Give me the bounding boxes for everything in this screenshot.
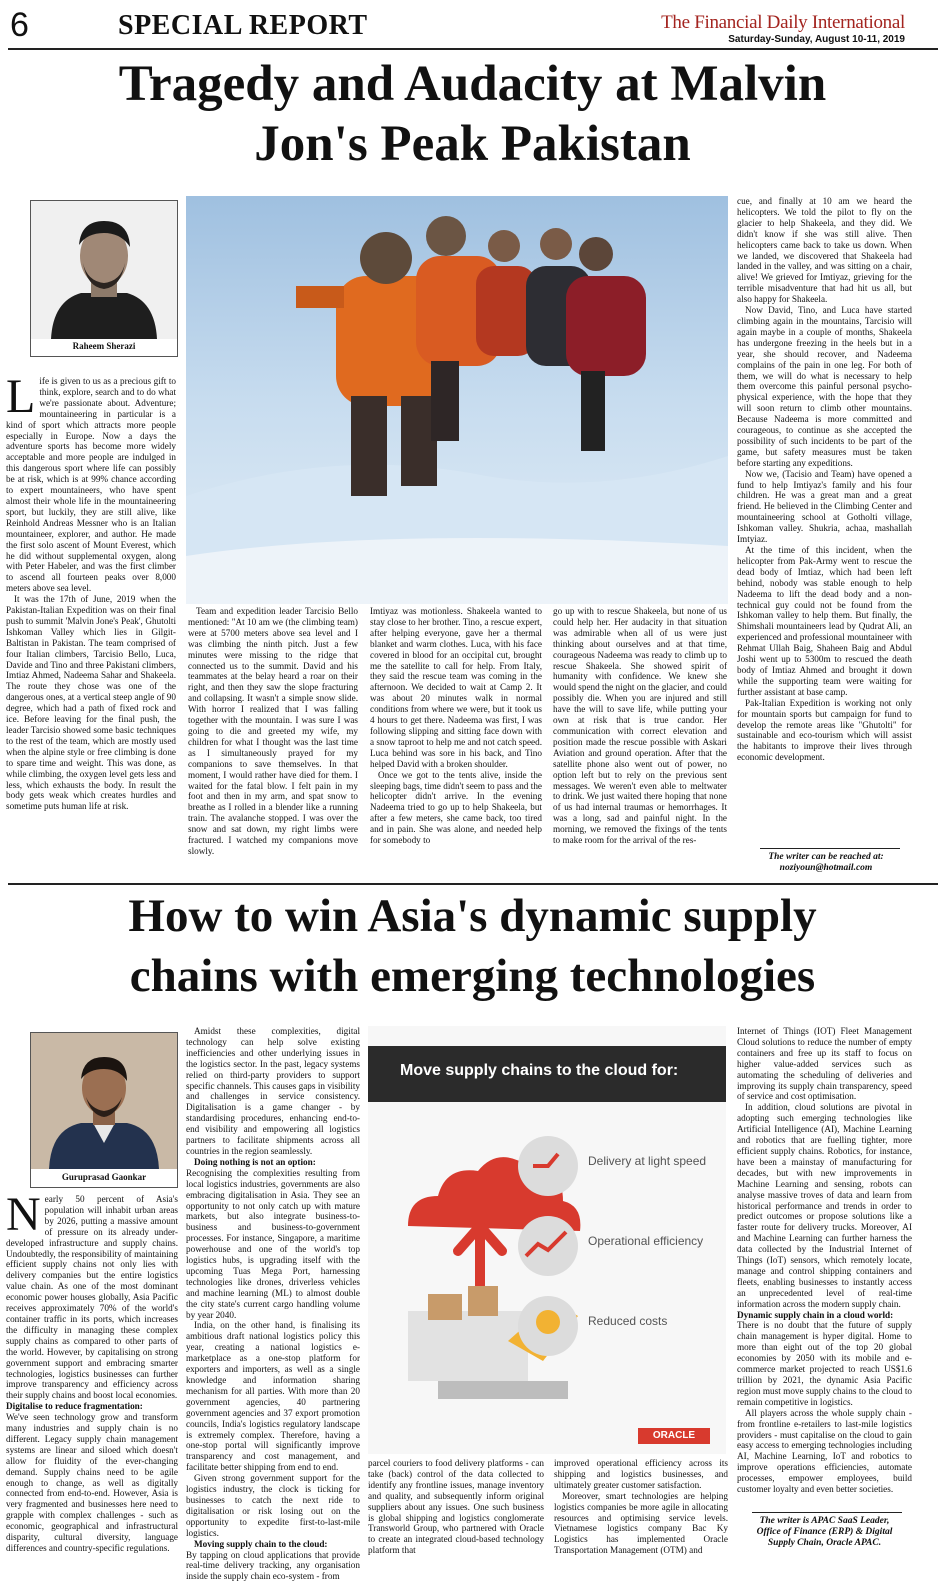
page-number: 6 xyxy=(10,6,29,45)
article1-col3-para-1: Imtiyaz was motionless. Shakeela wanted to stay close to her brother. Tino, a rescue expert, after helping everyone, gave her a thermal blanket and warm clothes. Luca, with his face covered in blood for an occipital cut, brought me the satellite to call for help. From Italy, they said the rescue team was coming in the afternoon. We decided to wait at Camp 2. It was about 20 minutes walk in normal conditions from where we were, but it took us 4 hours to get there. Nadeema was first, I was following slipping and sitting face down with a snow taproot to help me and not catch speed. Luca behind was sore in his back, and Tino helped David with a broken shoulder. xyxy=(370,606,542,770)
infographic-title: Move supply chains to the cloud for: xyxy=(400,1062,720,1080)
header-rule xyxy=(8,48,938,50)
article2-col2-para-4: Given strong government support for the logistics industry, the clock is ticking for businesses to catch the next ride to digitalisation or risk losing out on the opportunity to expedite first-to-last-mile logistics. xyxy=(186,1473,360,1538)
article2-col2-para-2: Recognising the complexities resulting from local logistics industries, governments are also embracing digitalisation in Asia. They see an opportunity to not only catch up with mature markets, but also integrate business-to-business and business-to-government processes. For instance, Singapore, a maritime powerhouse and one of the world's top logistics hubs, is upgrading itself with the upcoming Tuas Mega Port, harnessing technologies like drones, driverless vehicles and machine learning (ML) to almost double the city state's current cargo handling volume by year 2040. xyxy=(186,1168,360,1321)
article1-col3-para-2: Once we got to the tents alive, inside the sleeping bags, time didn't seem to pass and the helicopter didn't arrive. In the evening Nadeema tried to go up to help Shakeela, but after a few meters, she came back, too tired and in pain. She was alone, and needed help for somebody to xyxy=(370,770,542,846)
article1-column-4 xyxy=(553,606,727,882)
article1-col5-para-2: Now David, Tino, and Luca have started climbing again in the mountains, Tarcisio will again maybe in a couple of months, Shakeela has undergone freezing in the heels but in a year, she should recover, and Nadeema complains of the pain in one leg. For both of them, we will do what is necessary to help them overcome this painful personal psycho-physical experience, with the hope that they will soon return to climb other mountains. Because Nadeema is more committed and courageous, to continue as she accepted the possibility of such incidents to be part of the game, but safety measures must be taken before starting any expeditions. xyxy=(737,305,912,469)
article1-col5-para-3: Now we, (Tacisio and Team) have opened a fund to help Imtiyaz's family and his four children. He was a great man and a great friend. He believed in the Climbing Center and mountaineering school at Gotholti village, Ishkoman valley. Shukria, achaa, mashallah Imtyiaz. xyxy=(737,469,912,545)
issue-date: Saturday-Sunday, August 10-11, 2019 xyxy=(661,34,905,45)
credit-rule-top xyxy=(752,1512,902,1513)
article2-col1-subhead: Digitalise to reduce fragmentation: xyxy=(6,1401,178,1412)
author1-portrait-frame xyxy=(30,200,178,357)
article2-col2-subhead-1: Doing nothing is not an option: xyxy=(186,1157,360,1168)
article2-column-3 xyxy=(368,1458,544,1558)
article1-col5-para-5: Pak-Italian Expedition is working not only for mountain sports but campaign for fund to develop the remote areas like "Ghutolti" for sustainable and eco-tourism which will assist the habitants to improve their lives through economic development. xyxy=(737,698,912,763)
credit-line-2: Office of Finance (ERP) & Digital xyxy=(737,1527,912,1538)
article2-col3-para-1: parcel couriers to food delivery platforms - can take (back) control of the data collected to identify any frontline issues, manage inventory and quality, and subsequently inform original suppliers about any issues. One such business is global shipping and logistics conglomerate Transworld Group, who partnered with Oracle to create an integrated cloud-based technology platform that xyxy=(368,1458,544,1556)
article2-col2-para-1: Amidst these complexities, digital technology can help solve existing inefficiencies and other underlying issues in the logistics sector. In the past, legacy systems relied on third-party providers to support specific channels. This causes gaps in visibility and challenges in service consistency. Digitalisation is a game changer - by standardising procedures, enhancing end-to-end visibility and empowering all logistics partners to facilitate shipments across all countries in the region seamlessly. xyxy=(186,1026,360,1157)
article1-column-2 xyxy=(188,606,358,882)
article1-column-1 xyxy=(6,376,176,880)
infographic-item-efficiency: Operational efficiency xyxy=(588,1234,703,1248)
author2-photo xyxy=(31,1033,177,1169)
article1-col5-para-1: cue, and finally at 10 am we heard the helicopters. We told the pilot to fly on the glacier to help Shakeela, and they did. We didn't know if she was still alive. Then helicopters came back to take us down. When we landed, we discovered that Shakeela had landed in the valley, and was sitting on a chair, alive! We grieved for Imtiyaz, grieving for the terrible misadventure that had hit us all, but also happy for Shakeela. xyxy=(737,196,912,305)
article1-col4-para-1: go up with to rescue Shakeela, but none of us could help her. Her audacity in that situation was admirable when all of us were just thinking about ourselves and at that time, courageous Nadeema was ready to climb up to rescue Shakeela. She showed spirit of humanity with confidence. We knew she would spend the night on the glacier, and could possibly die. When you are injured and still have the will to save life, while putting your own at risk that is true candor. Her communication with correct elevation and position made the rescue possible with Askari Aviation and ground operation. After that the satellite phone also went out of power, no option left but to rely on the previous sent messages. We weren't even able to meltwater to drink. We just waited there hoping that none of us had internal traumas or hemorrhages. It was a long, sad and painful night. In the morning, we removed the fixings of the tents to make room for the arrival of the res- xyxy=(553,606,727,846)
article2-headline-line1: How to win Asia's dynamic supply xyxy=(0,886,945,946)
article2-col2-subhead-2: Moving supply chain to the cloud: xyxy=(186,1539,360,1550)
author1-caption: Raheem Sherazi xyxy=(31,341,177,351)
article2-credit xyxy=(737,1516,912,1549)
author2-caption: Guruprasad Gaonkar xyxy=(31,1172,177,1182)
contact-rule-top xyxy=(760,848,900,849)
article1-col5-para-4: At the time of this incident, when the helicopter from Pak-Army went to rescue the dead body of Imtiaz, which had been left behind, nobody was stable enough to help Nadeema to lift the dead body and a non-technical guy could not be found from the Ishkoman valley to help them. But finally, the Shimshali mountaineers lead by Qudrat Ali, an experienced and professional mountaineer with Rehmat Ullah Baig, Shaheen Baig and Abdul Joshi went up to 5300m to rescued the death body of Imtiaz Ahmed and brought it down while the supporting team were waiting for further assistant at base camp. xyxy=(737,545,912,698)
article1-col1-para-1: ife is given to us as a precious gift to think, explore, search and to do what we're passionate about. Adventure; mountaineering in particular is a kind of sport which attracts more people especially in Europe. Now a days the adventure sports has become more widely acceptable and more people are indulged in this dangerous sport where life can possibly be at risk, which is at 99% chance according to expert mountaineers, who have spent almost their whole life in the mountaineering sport, but luckily, they are still alive, like Reinhold Andreas Messner who is an Italian mountaineer, explorer, and author. He made the first solo ascent of Mount Everest, which he did without supplemental oxygen, along with Peter Habeler, and was the first climber to ascend all fourteen peaks over 8,000 meters above sea level. xyxy=(6,376,176,594)
article2-headline xyxy=(0,886,945,1006)
article2-col1-para-2: We've seen technology grow and transform many industries and supply chain is no different. Legacy supply chain management systems are linear and siloed which doesn't allow for fluidity of the ever-changing demand. Supply chains need to be agile enough to change, as well as digitally connected from end-to-end. However, Asia is very fragmented and businesses here need to grapple with complex challenges - such as economic, geographical and infrastructural disparity, cultural diversity, language differences and country-specific regulations. xyxy=(6,1412,178,1554)
article2-column-4 xyxy=(554,1458,728,1558)
efficiency-icon xyxy=(518,1216,578,1276)
oracle-logo: ORACLE xyxy=(638,1428,710,1444)
article2-dropcap: N xyxy=(6,1196,41,1234)
article2-col2-para-3: India, on the other hand, is finalising its ambitious draft national logistics policy this year, creating a national logistics e-marketplace as a one-stop platform for exporters and importers, as well as a single knowledge and information sharing mechanism for all parties. With more than 20 government agencies, 40 partnering government agencies and 37 export promotion councils, India's logistics regulatory landscape is extremely complex. Therefore, having a one-stop portal will significantly improve transparency and cost management, and facilitate better shipping from end to end. xyxy=(186,1320,360,1473)
contact-label: The writer can be reached at: xyxy=(740,852,912,863)
publication-name: The Financial Daily International xyxy=(661,12,905,34)
article1-headline-line2: Jon's Peak Pakistan xyxy=(0,114,945,174)
article1-headline-line1: Tragedy and Audacity at Malvin xyxy=(0,54,945,114)
article1-column-3 xyxy=(370,606,542,882)
article1-column-5 xyxy=(737,196,912,846)
article1-col2-para-1: Team and expedition leader Tarcisio Bello mentioned: "At 10 am we (the climbing team) were at 5700 meters above sea level and I was climbing the ninth pitch. Just a few minutes were missing to the ridge that connected us to the summit. David and his teammates at the belay heard a roar on their right, and then they saw the slope fracturing and collapsing. It wasn't a simple snow slide. With horror I realized that I was falling together with the mountain. I was sure I was going to die and greeted my wife, my children for what I thought was the last time as I simultaneously prayed for my companions to save themselves. In that moment, I would rather have died for them. I waited for the fatal blow. I felt pain in my foot and then in my arm, and spat snow to breathe as I rolled in a blender like a running train. The avalanche stopped. I was over the snow and sat down, my right limbs were fractured. I watched my companions move slowly. xyxy=(188,606,358,857)
article2-col5-para-1: Internet of Things (IOT) Fleet Management Cloud solutions to reduce the number of empty containers and free up its staff to focus on higher value-added services such as automating the scheduling of deliveries and improving its supply chain transparency, speed of service and cost optimisation. xyxy=(737,1026,912,1102)
article2-col2-para-5: By tapping on cloud applications that provide real-time delivery tracking, any organisation inside the supply chain eco-system - from xyxy=(186,1550,360,1582)
contact-email: noziyoun@hotmail.com xyxy=(740,863,912,874)
article2-col4-para-2: Moreover, smart technologies are helping logistics companies be more agile in allocating resources and optimising service levels. Vietnamese logistics company Bac Ky Logistics has implemented Oracle Transportation Management (OTM) and xyxy=(554,1491,728,1556)
article1-dropcap: L xyxy=(6,378,35,416)
credit-line-1: The writer is APAC SaaS Leader, xyxy=(737,1516,912,1527)
article1-col1-para-2: It was the 17th of June, 2019 when the Pakistan-Italian Expedition was on their final push to summit 'Malvin Jone's Peak', Ghutolti Ishkoman Valley which lies in Gilgit-Baltistan in Pakistan. The team comprised of four Italian climbers, Tarcisio Bello, Luca, Davide and Tino and three Pakistani climbers, Imtiaz Ahmed, Nadeema Sahar and Shakeela. The route they chose was one of the dangerous ones, at a vertical steep angle of 90 degree, which had a path of fixed rock and ice. Before leaving for the final push, the leader Tarcisio showed some basic techniques to the rest of the team, which are mostly used when the alpine style or free climbing is done to spare time and weight. This was done, as while climbing, the oxygen level gets less and less, which exhausts the body. In result the body gets weak which creates hurdles and sometime puts human life at risk. xyxy=(6,594,176,812)
article-divider xyxy=(8,883,938,885)
climbers-photo xyxy=(186,196,728,604)
article2-col5-subhead: Dynamic supply chain in a cloud world: xyxy=(737,1310,912,1321)
author1-photo xyxy=(31,201,177,339)
infographic-item-speed: Delivery at light speed xyxy=(588,1154,706,1168)
infographic-item-costs: Reduced costs xyxy=(588,1314,667,1328)
cloud-infographic xyxy=(368,1026,726,1454)
article1-headline xyxy=(0,54,945,174)
article2-col5-para-3: There is no doubt that the future of supply chain management is hyper digital. Home to more than eight out of the top 20 global economies by 2050 with its mobile and e-commerce market projected to reach US$1.6 trillion by 2021, the dynamic Asia Pacific region must move supply chains to the cloud to remain competitive in logistics. xyxy=(737,1320,912,1407)
article2-headline-line2: chains with emerging technologies xyxy=(0,946,945,1006)
article2-col5-para-2: In addition, cloud solutions are pivotal in adopting such emerging technologies like Artificial Intelligence (AI), Machine Learning and robotics that are fuelling tighter, more efficient supply chains. Robotics, for instance, have been a mainstay of manufacturing for decades, but with new improvements in Machine Learning and sensing, robots can analyse massive troves of data and learn from historical performance and trends in order to predict outcomes or propose solutions like a faster route for delivery trucks. Moreover, AI and Machine Learning can further harness the data collected by the Industrial Internet of Things (IoT) sensors, which remotely locate, manage and control shipping containers and fleets, enabling businesses to instantly access an unprecedented level of real-time information across the modern supply chain. xyxy=(737,1102,912,1309)
article2-col1-para-1: early 50 percent of Asia's population will inhabit urban areas by 2026, putting a massive amount of pressure on its already under-developed infrastructure and supply chains. Undoubtedly, the responsibility of maintaining efficient supply chains not only lies with delivery companies but the entire logistics value chain. As one of the most dominant economic power houses globally, Asia Pacific receives approximately 70% of the world's container traffic in its ports, which increases the difficulty in managing these complex supply chains as compared to other parts of the world. However, by capitalising on strong government support and embracing smarter technologies, logistics businesses can further improve transparency and efficiency across their supply chains and boost local economies. xyxy=(6,1194,178,1401)
climbers-photo-image xyxy=(186,196,728,604)
article1-contact xyxy=(740,852,912,874)
article2-column-5 xyxy=(737,1026,912,1510)
article2-col4-para-1: improved operational efficiency across its shipping and logistics businesses, and ultimately greater customer satisfaction. xyxy=(554,1458,728,1491)
credit-line-3: Supply Chain, Oracle APAC. xyxy=(737,1538,912,1549)
author2-portrait-frame xyxy=(30,1032,178,1188)
article2-column-1 xyxy=(6,1194,178,1556)
article2-column-2 xyxy=(186,1026,360,1556)
article2-col5-para-4: All players across the whole supply chain - from frontline e-retailers to last-mile logistics providers - must capitalise on the cloud to gain easy access to emerging technologies including AI, Machine Learning, IoT and robotics to improve operations efficiencies, automate processes, empower employees, build customer loyalty and even better societies. xyxy=(737,1408,912,1495)
section-title: SPECIAL REPORT xyxy=(118,10,368,42)
masthead xyxy=(661,12,905,45)
